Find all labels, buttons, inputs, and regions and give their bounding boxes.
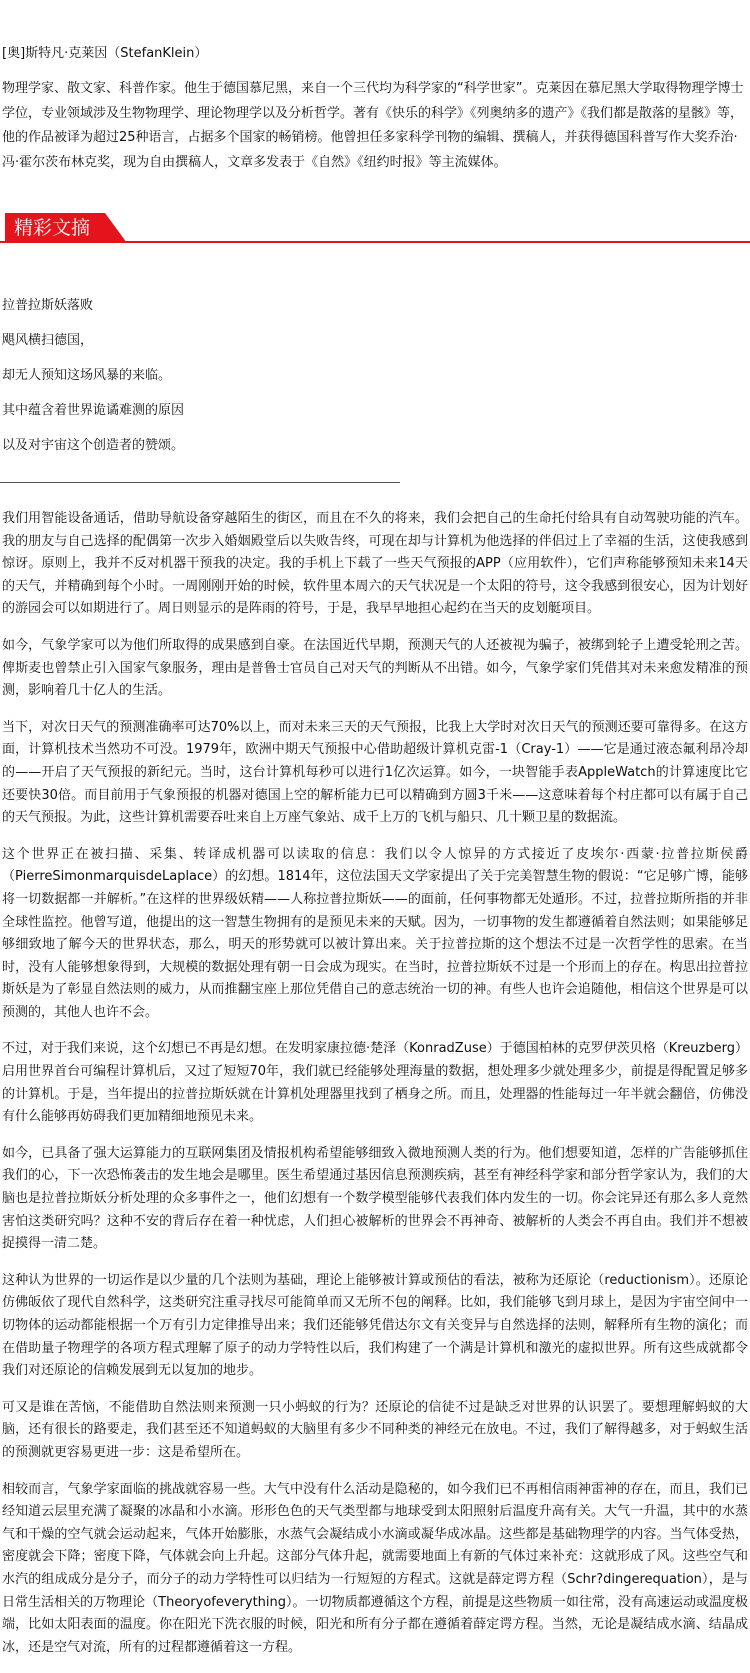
article-paragraph: 可又是谁在苦恼，不能借助自然法则来预测一只小蚂蚁的行为？还原论的信徒不过是缺乏对世界的认识罢了。要想理解蚂蚁的大脑，还有很长的路要走，我们甚至还不知道蚂蚁的大脑里有多少不同种类的神经元在放电。不过，我们了解得越多，对于蚂蚁生活的预测就更容易更进一步：这是希望所在。 [2, 1399, 748, 1460]
article-body [2, 508, 748, 1673]
section-divider-line [0, 241, 750, 243]
article-paragraph: 相较而言，气象学家面临的挑战就容易一些。大气中没有什么活动是隐秘的，如今我们已不再相信雨神雷神的存在，而且，我们已经知道云层里充满了凝聚的冰晶和小水滴。形形色色的天气类型都与地球受到太阳照射后温度升高有关。大气一升温，其中的水蒸气和干燥的空气就会运动起来，气体开始膨胀，水蒸气会凝结成小水滴或凝华成冰晶。这些都是基础物理学的内容。当气体受热，密度就会下降；密度下降，气体就会向上升起。这部分气体升起，就需要地面上有新的气体过来补充：这就形成了风。这些空气和水汽的组成成分是分子，而分子的动力学特性可以归结为一行短短的方程式。这就是薛定谔方程（Schr?dingerequation），是与日常生活相关的万物理论（Theoryofeverything）。一切物质都遵循这个方程，前提是这些物质一如往常，没有高速运动或温度极端，比如太阳表面的温度。你在阳光下洗衣服的时候，阳光和所有分子都在遵循着薛定谔方程。当然，无论是凝结成水滴、结晶成冰，还是空气对流，所有的过程都遵循着这一方程。 [2, 1481, 748, 1655]
poem-line: 却无人预知这场风暴的来临。 [2, 368, 172, 383]
article-paragraph: 当下，对次日天气的预测准确率可达70%以上，而对未来三天的天气预报，比我上大学时对次日天气的预测还要可靠得多。在这方面，计算机技术当然功不可没。1979年，欧洲中期天气预报中心借助超级计算机克雷-1（Cray-1）——它是通过液态氟利昂冷却的——开启了天气预报的新纪元。当时，这台计算机每秒可以进行1亿次运算。如今，一块智能手表AppleWatch的计算速度比它还要快30倍。而目前用于气象预报的机器对德国上空的解析能力已可以精确到方圆3千米——这意味着每个村庄都可以有属于自己的天气预报。为此，这些计算机需要吞吐来自上万座气象站、成千上万的飞机与船只、几十颗卫星的数据流。 [2, 719, 748, 826]
article-paragraph: 如今，气象学家可以为他们所取得的成果感到自豪。在法国近代早期，预测天气的人还被视为骗子，被绑到轮子上遭受轮刑之苦。俾斯麦也曾禁止引入国家气象服务，理由是普鲁士官员自己对天气的判断从不出错。如今，气象学家们凭借其对未来愈发精准的预测，影响着几十亿人的生活。 [2, 637, 748, 699]
poem-line: 其中蕴含着世界诡谲难测的原因 [2, 403, 185, 418]
article-paragraph: 如今，已具备了强大运算能力的互联网集团及情报机构希望能够细致入微地预测人类的行为。他们想要知道，怎样的广告能够抓住我们的心，下一次恐怖袭击的发生地会是哪里。医生希望通过基因信息预测疾病，甚至有神经科学家和部分哲学家认为，我们的大脑也是拉普拉斯妖分析处理的众多事件之一，他们幻想有一个数学模型能够代表我们体内发生的一切。你会诧异还有那么多人竟然害怕这类研究吗？这种不安的背后存在着一种忧虑，人们担心被解析的世界会不再神奇、被解析的人类会不再自由。我们并不想被捉摸得一清二楚。 [2, 1145, 748, 1252]
poem-line: 飓风横扫德国， [2, 333, 94, 348]
article-paragraph: 不过，对于我们来说，这个幻想已不再是幻想。在发明家康拉德·楚泽（KonradZuse）于德国柏林的克罗伊茨贝格（Kreuzberg）启用世界首台可编程计算机后，又过了短短70年，我们就已经能够处理海量的数据，想处理多少就处理多少，前提是得配置足够多的计算机。于是，当年提出的拉普拉斯妖就在计算机处理器里找到了栖身之所。而且，处理器的性能每过一年半就会翻倍，仿佛没有什么能够再妨碍我们更加精细地预见未来。 [2, 1041, 748, 1125]
section-banner [0, 211, 750, 245]
article-paragraph: 这种认为世界的一切运作是以少量的几个法则为基础，理论上能够被计算或预估的看法，被称为还原论（reductionism）。还原论仿佛皈依了现代自然科学，这类研究注重寻找尽可能简单而又无所不包的阐释。比如，我们能够飞到月球上，是因为宇宙空间中一切物体的运动都能根据一个万有引力定律推导出来；我们还能够凭借达尔文有关变异与自然选择的法则，解释所有生物的演化；而在借助量子物理学的各项方程式理解了原子的动力学特性以后，我们构建了一个满是计算机和激光的虚拟世界。所有这些成就都令我们对还原论的信赖发展到无以复加的地步。 [2, 1272, 748, 1379]
article-paragraph: 我们用智能设备通话，借助导航设备穿越陌生的街区，而且在不久的将来，我们会把自己的生命托付给具有自动驾驶功能的汽车。我的朋友与自己选择的配偶第一次步入婚姻殿堂后以失败告终，可现在却与计算机为他选择的伴侣过上了幸福的生活，这使我感到惊讶。原则上，我并不反对机器干预我的决定。我的手机上下载了一些天气预报的APP（应用软件），它们声称能够预知未来14天的天气，并精确到每个小时。一周刚刚开始的时候，软件里本周六的天气状况是一个太阳的符号，这令我感到很安心，因为计划好的游园会可以如期进行了。周日则显示的是阵雨的符号，于是，我早早地担心起约在当天的皮划艇项目。 [2, 511, 748, 617]
content-divider [0, 482, 400, 483]
author-bio: 物理学家、散文家、科普作家。他生于德国慕尼黑，来自一个三代均为科学家的“科学世家”。克莱因在慕尼黑大学取得物理学博士学位，专业领域涉及生物物理学、理论物理学以及分析哲学。著有《快乐的科学》《列奥纳多的遗产》《我们都是散落的星骸》等，他的作品被译为超过25种语言，占据多个国家的畅销榜。他曾担任多家科学刊物的编辑、撰稿人，并获得德国科普写作大奖乔治·冯·霍尔茨布林克奖，现为自由撰稿人，文章多发表于《自然》《纽约时报》等主流媒体。 [2, 81, 744, 170]
author-name: [奥]斯特凡·克莱因（StefanKlein） [2, 46, 208, 61]
poem-line: 以及对宇宙这个创造者的赞颂。 [2, 438, 185, 453]
poem-title: 拉普拉斯妖落败 [2, 298, 94, 313]
section-title: 精彩文摘 [14, 217, 91, 239]
article-paragraph: 这个世界正在被扫描、采集、转译成机器可以读取的信息：我们以令人惊异的方式接近了皮埃尔·西蒙·拉普拉斯侯爵（PierreSimonmarquisdeLaplace）的幻想。1814年，这位法国天文学家提出了关于完美智慧生物的假说：“它足够广博，能够将一切数据都一并解析。”在这样的世界级妖精——人称拉普拉斯妖——的面前，任何事物都无处遁形。不过，拉普拉斯所指的并非全球性监控。他曾写道，他提出的这一智慧生物拥有的是预见未来的天赋。因为，一切事物的发生都遵循着自然法则；如果能够足够细致地了解今天的世界状态，那么，明天的形势就可以被计算出来。关于拉普拉斯的这个想法不过是一次哲学性的思索。在当时，没有人能够想象得到，大规模的数据处理有朝一日会成为现实。在当时，拉普拉斯妖不过是一个形而上的存在。构思出拉普拉斯妖是为了彰显自然法则的威力，从而推翻宝座上那位凭借自己的意志统治一切的神。有些人也许会追随他，相信这个世界是可以预测的，其他人也许不会。 [2, 846, 748, 1020]
